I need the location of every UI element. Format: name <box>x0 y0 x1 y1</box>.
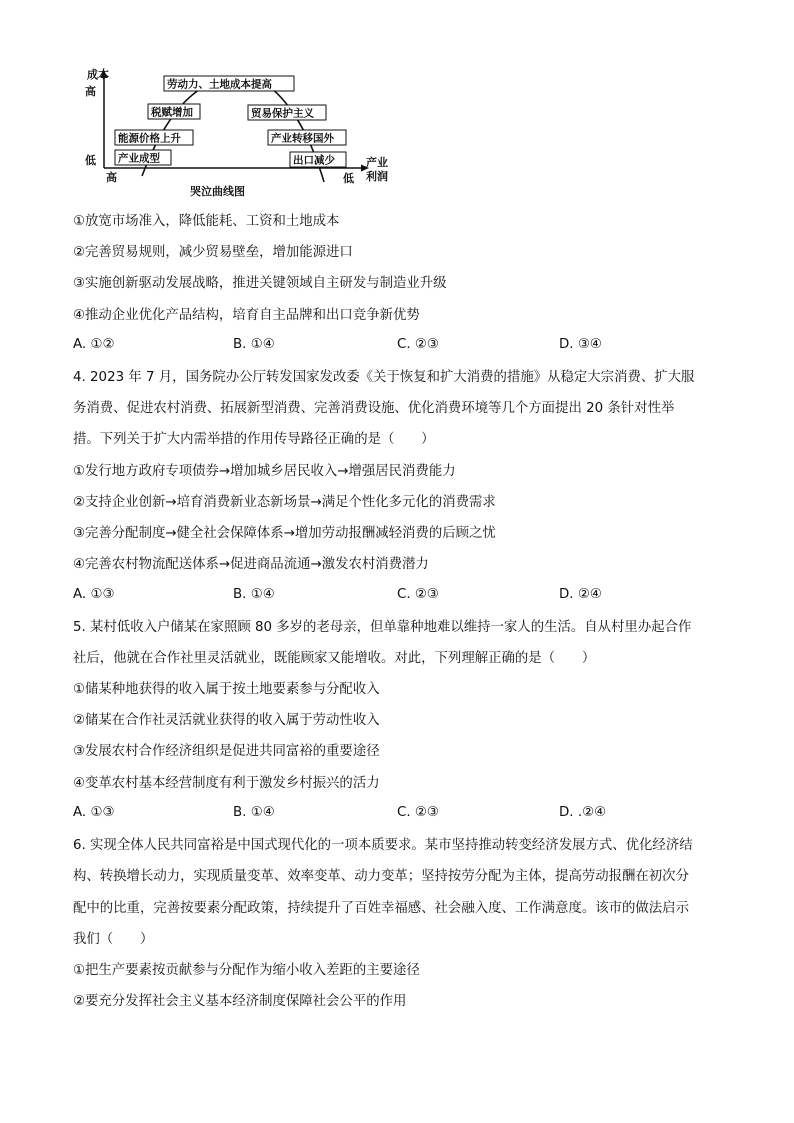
q5-option-a[interactable]: A. ①③ <box>73 805 115 820</box>
x-low-label: 低 <box>343 172 354 185</box>
q5-option-d[interactable]: D. .②④ <box>559 805 607 820</box>
x-high-label: 高 <box>106 171 117 184</box>
q3-item-2: ②完善贸易规则，减少贸易壁垒，增加能源进口 <box>73 245 353 260</box>
q4-stem-line-3: 措。下列关于扩大内需举措的作用传导路径正确的是（ ） <box>73 432 435 447</box>
q4-item-4: ④完善农村物流配送体系→促进商品流通→激发农村消费潜力 <box>73 557 429 572</box>
q3-options <box>73 337 733 357</box>
q5-option-c[interactable]: C. ②③ <box>397 805 439 820</box>
box-tax-increase <box>148 104 200 119</box>
chart-svg <box>82 64 402 204</box>
q3-option-a[interactable]: A. ①② <box>73 337 115 352</box>
q3-option-c[interactable]: C. ②③ <box>397 337 439 352</box>
q4-item-3: ③完善分配制度→健全社会保障体系→增加劳动报酬减轻消费的后顾之忧 <box>73 526 496 541</box>
q4-option-a[interactable]: A. ①③ <box>73 587 115 602</box>
svg-text:劳动力、土地成本提高: 劳动力、土地成本提高 <box>167 78 272 91</box>
q5-stem-line-2: 社后，他就在合作社里灵活就业，既能顾家又能增收。对此，下列理解正确的是（ ） <box>73 651 596 666</box>
q4-option-c[interactable]: C. ②③ <box>397 587 439 602</box>
box-energy-price-rise <box>115 130 193 145</box>
box-industry-formation <box>115 150 171 165</box>
y-high-label: 高 <box>85 85 96 98</box>
svg-text:出口减少: 出口减少 <box>293 154 335 167</box>
svg-text:产业成型: 产业成型 <box>118 152 160 165</box>
x-axis-title-line1: 产业 <box>366 156 388 169</box>
q6-item-2: ②要充分发挥社会主义基本经济制度保障社会公平的作用 <box>73 994 407 1009</box>
q3-option-d[interactable]: D. ③④ <box>559 337 602 352</box>
x-axis-title-line2: 利润 <box>366 170 388 183</box>
q5-options <box>73 805 733 825</box>
q4-option-b[interactable]: B. ①④ <box>233 587 275 602</box>
box-industry-transfer-abroad <box>268 130 346 145</box>
q4-option-d[interactable]: D. ②④ <box>559 587 602 602</box>
q5-option-b[interactable]: B. ①④ <box>233 805 275 820</box>
q6-stem-line-3: 配中的比重，完善按要素分配政策，持续提升了百姓幸福感、社会融入度、工作满意度。该市的做法启示 <box>73 901 689 916</box>
svg-text:产业转移国外: 产业转移国外 <box>271 132 334 145</box>
q5-item-4: ④变革农村基本经营制度有利于激发乡村振兴的活力 <box>73 776 380 791</box>
svg-text:能源价格上升: 能源价格上升 <box>118 132 181 145</box>
svg-text:贸易保护主义: 贸易保护主义 <box>251 107 314 120</box>
weeping-curve-chart <box>82 64 402 204</box>
q5-stem-line-1: 5. 某村低收入户储某在家照顾 80 多岁的老母亲，但单靠种地难以维持一家人的生活。自从村里办起合作 <box>73 620 692 635</box>
q5-item-1: ①储某种地获得的收入属于按土地要素参与分配收入 <box>73 682 380 697</box>
q5-item-3: ③发展农村合作经济组织是促进共同富裕的重要途径 <box>73 744 380 759</box>
q6-stem-line-4: 我们（ ） <box>73 932 154 947</box>
y-low-label: 低 <box>85 154 96 167</box>
q3-item-4: ④推动企业优化产品结构，培育自主品牌和出口竞争新优势 <box>73 308 420 323</box>
box-export-decrease <box>290 152 346 167</box>
q4-stem-line-2: 务消费、促进农村消费、拓展新型消费、完善消费设施、优化消费环境等几个方面提出 20 条针对性举 <box>73 401 675 416</box>
q4-stem-line-1: 4. 2023 年 7 月，国务院办公厅转发国家发改委《关于恢复和扩大消费的措施》从稳定大宗消费、扩大服 <box>73 370 695 385</box>
q6-item-1: ①把生产要素按贡献参与分配作为缩小收入差距的主要途径 <box>73 963 420 978</box>
chart-caption: 哭泣曲线图 <box>190 185 245 198</box>
q4-options <box>73 587 733 607</box>
q6-stem-line-1: 6. 实现全体人民共同富裕是中国式现代化的一项本质要求。某市坚持推动转变经济发展方式、优化经济结 <box>73 838 693 853</box>
q6-stem-line-2: 构、转换增长动力，实现质量变革、效率变革、动力变革；坚持按劳分配为主体，提高劳动报酬在初次分 <box>73 869 689 884</box>
y-axis-title: 成本 <box>87 68 109 81</box>
q4-item-1: ①发行地方政府专项债券→增加城乡居民收入→增强居民消费能力 <box>73 464 456 479</box>
svg-text:税赋增加: 税赋增加 <box>151 106 193 119</box>
box-labor-land-cost <box>164 76 294 91</box>
q3-option-b[interactable]: B. ①④ <box>233 337 275 352</box>
box-trade-protectionism <box>248 105 326 120</box>
q5-item-2: ②储某在合作社灵活就业获得的收入属于劳动性收入 <box>73 713 380 728</box>
q3-item-1: ①放宽市场准入，降低能耗、工资和土地成本 <box>73 214 340 229</box>
q4-item-2: ②支持企业创新→培育消费新业态新场景→满足个性化多元化的消费需求 <box>73 495 496 510</box>
q3-item-3: ③实施创新驱动发展战略，推进关键领域自主研发与制造业升级 <box>73 276 447 291</box>
